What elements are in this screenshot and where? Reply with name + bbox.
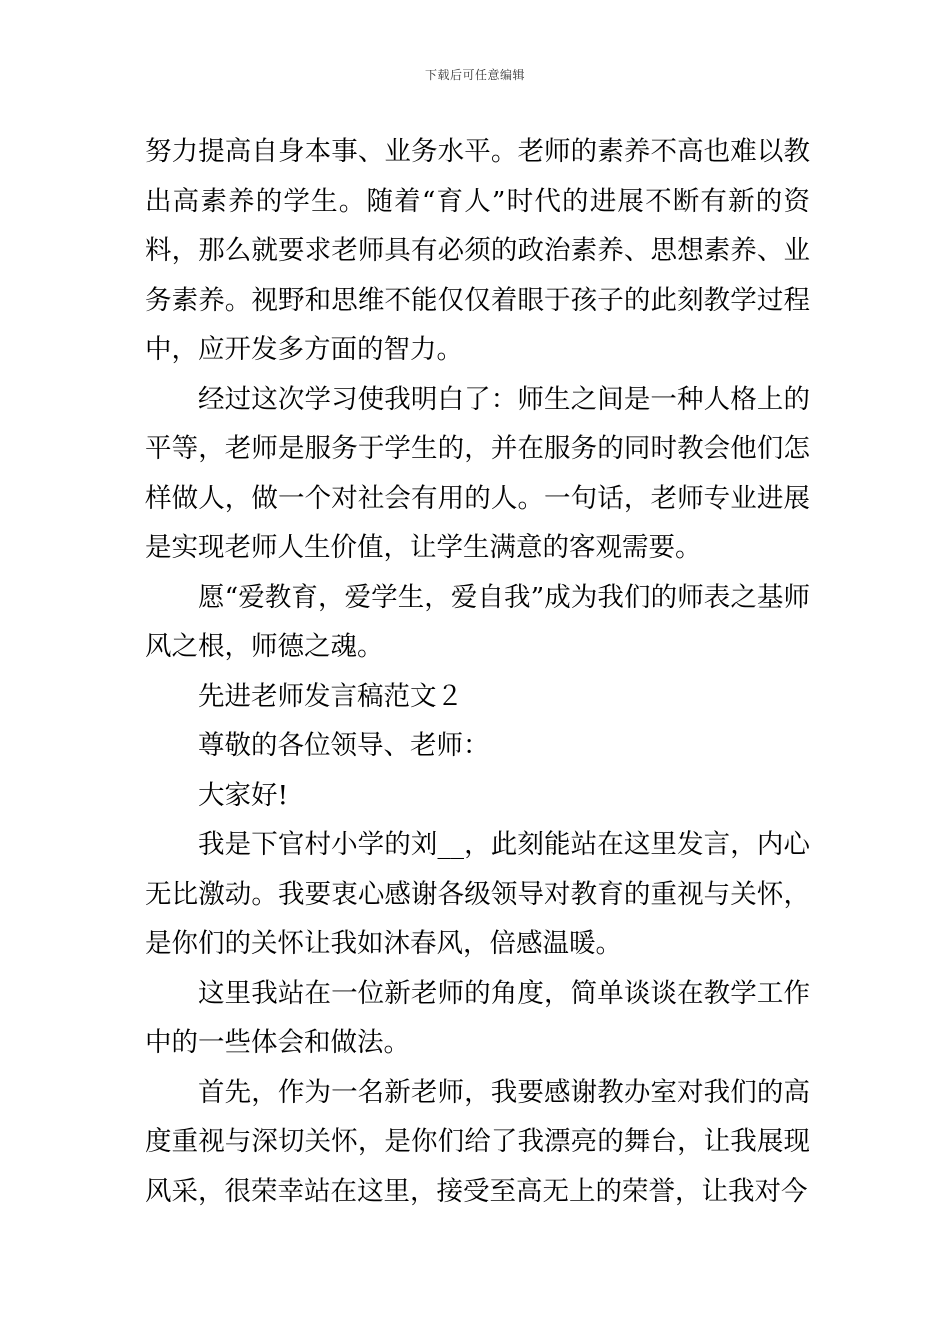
- document-body: [145, 127, 810, 1216]
- salutation: 尊敬的各位领导、老师：: [198, 730, 490, 761]
- paragraph-continuation: 努力提高自身本事、业务水平。老师的素养不高也难以教出高素养的学生。随着“育人”时代的进展不断有新的资料，那么就要求老师具有必须的政治素养、思想素养、业务素养。视野和思维不能仅仅着眼于孩子的此刻教学过程中，应开发多方面的智力。: [145, 136, 810, 365]
- paragraph-perspective: 这里我站在一位新老师的角度，简单谈谈在教学工作中的一些体会和做法。: [145, 977, 810, 1058]
- paragraph-introduction: 我是下官村小学的刘__，此刻能站在这里发言，内心无比激动。我要衷心感谢各级领导对教育的重视与关怀，是你们的关怀让我如沐春风，倍感温暖。: [145, 829, 810, 959]
- paragraph-first: 首先，作为一名新老师，我要感谢教办室对我们的高度重视与深切关怀，是你们给了我漂亮的舞台，让我展现风采，很荣幸站在这里，接受至高无上的荣誉，让我对今: [145, 1076, 810, 1207]
- paragraph-learning: 经过这次学习使我明白了：师生之间是一种人格上的平等，老师是服务于学生的，并在服务的同时教会他们怎样做人，做一个对社会有用的人。一句话，老师专业进展是实现老师人生价值，让学生满意的客观需要。: [145, 383, 810, 563]
- greeting: 大家好!: [198, 779, 289, 811]
- section-title: 先进老师发言稿范文２: [198, 680, 463, 712]
- paragraph-wish: 愿“爱教育，爱学生，爱自我”成为我们的师表之基师风之根，师德之魂。: [145, 581, 810, 662]
- page-header-note: 下载后可任意编辑: [424, 68, 525, 82]
